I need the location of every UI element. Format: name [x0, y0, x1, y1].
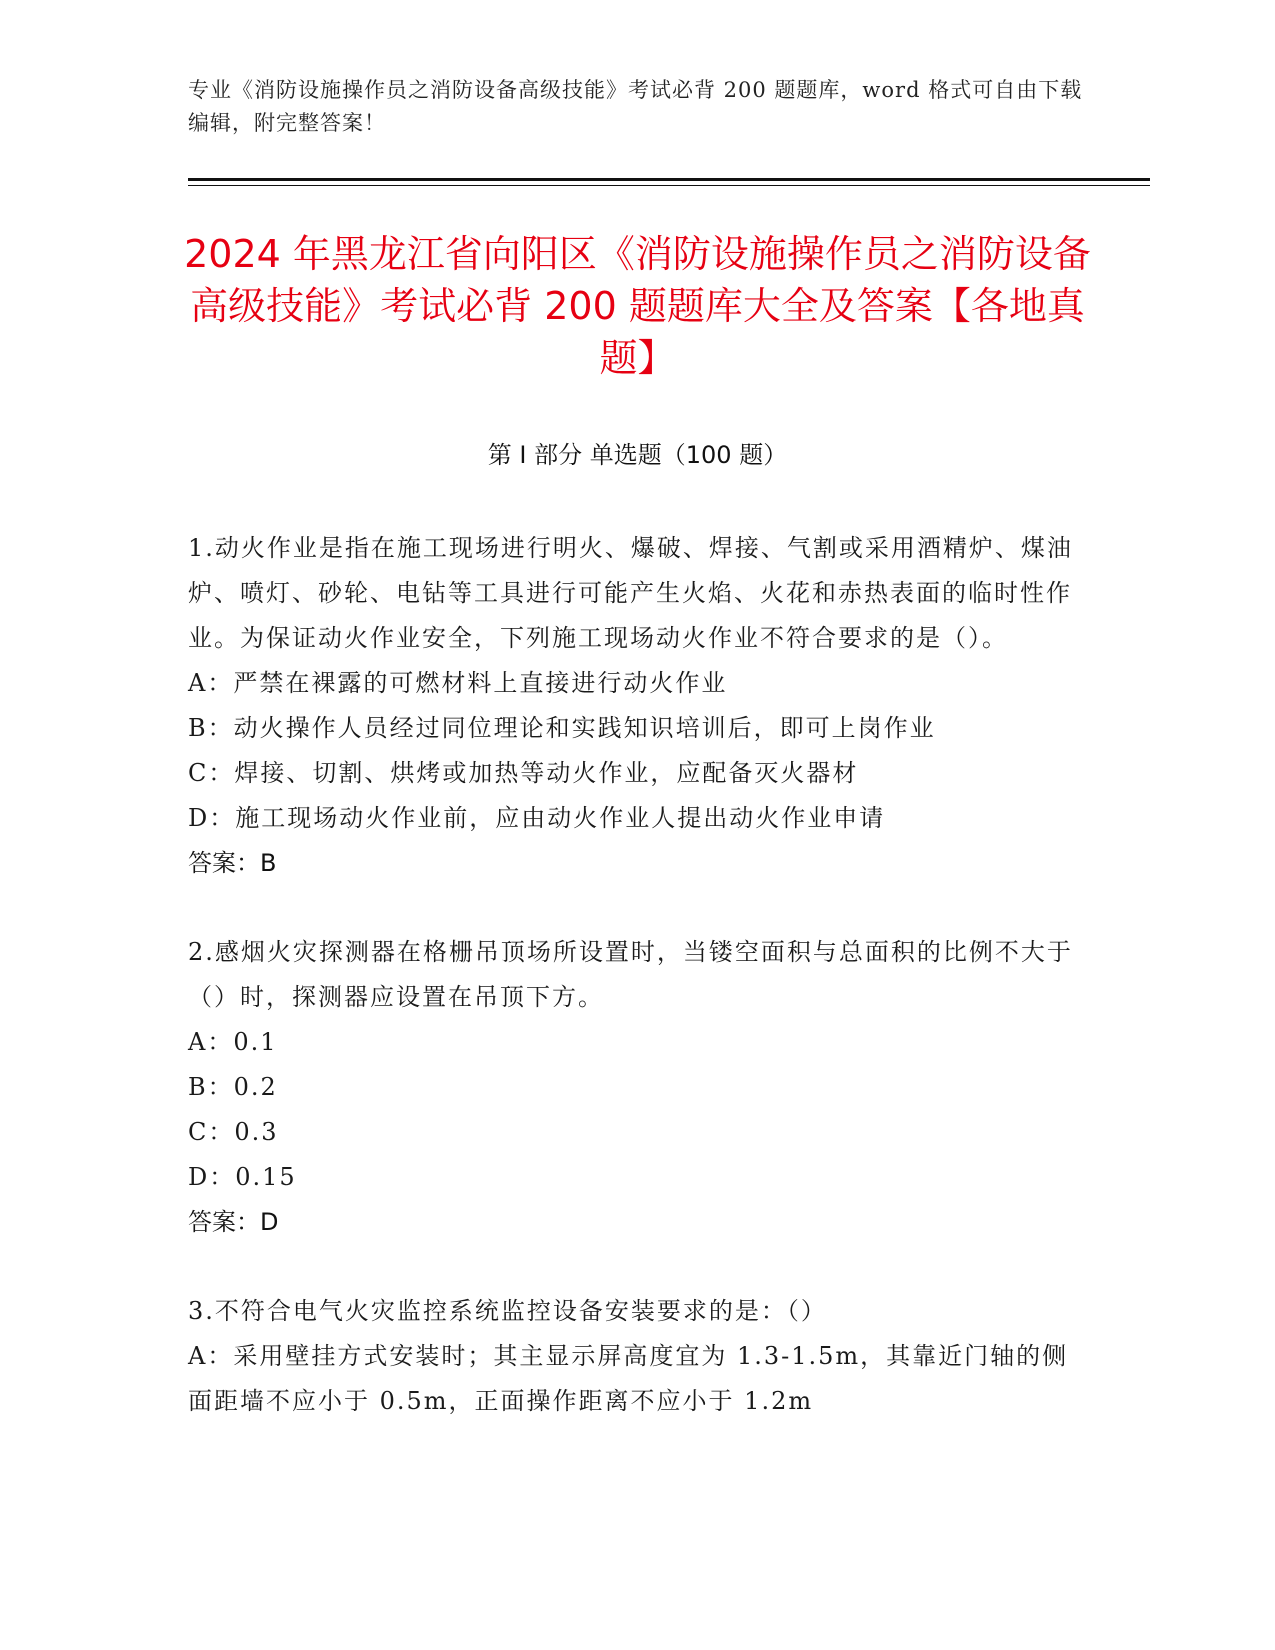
header-rule-thin: [188, 185, 1150, 186]
header-rule-thick: [188, 178, 1150, 181]
question-answer: 答案：B: [188, 849, 277, 877]
section-title: 第 I 部分 单选题（100 题）: [487, 441, 788, 469]
question-stem: 3.不符合电气火灾监控系统监控设备安装要求的是：（）: [188, 1297, 827, 1325]
question-option: B：动火操作人员经过同位理论和实践知识培训后，即可上岗作业: [188, 714, 936, 742]
question-option: D：施工现场动火作业前，应由动火作业人提出动火作业申请: [188, 804, 886, 832]
question-option: B：0.2: [188, 1073, 278, 1101]
question-option: A：采用壁挂方式安装时；其主显示屏高度宜为 1.3-1.5m，其靠近门轴的侧面距墙不应小于 0.5m，正面操作距离不应小于 1.2m: [188, 1342, 1069, 1415]
question-option: D：0.15: [188, 1163, 297, 1191]
question-item: [188, 930, 1088, 1245]
question-option: C：0.3: [188, 1118, 279, 1146]
header-note: 专业《消防设施操作员之消防设备高级技能》考试必背 200 题题库，word 格式可自由下载编辑，附完整答案！: [188, 78, 1083, 135]
question-answer: 答案：D: [188, 1208, 279, 1236]
question-stem: 1.动火作业是指在施工现场进行明火、爆破、焊接、气割或采用酒精炉、煤油炉、喷灯、砂轮、电钻等工具进行可能产生火焰、火花和赤热表面的临时性作业。为保证动火作业安全，下列施工现场动火作业不符合要求的是（）。: [188, 534, 1073, 652]
question-option: C：焊接、切割、烘烤或加热等动火作业，应配备灭火器材: [188, 759, 859, 787]
question-item: [188, 1289, 1088, 1424]
question-item: [188, 526, 1088, 886]
document-title: 2024 年黑龙江省向阳区《消防设施操作员之消防设备高级技能》考试必背 200 题题库大全及答案【各地真题】: [184, 232, 1091, 380]
question-option: A：严禁在裸露的可燃材料上直接进行动火作业: [188, 669, 728, 697]
question-stem: 2.感烟火灾探测器在格栅吊顶场所设置时，当镂空面积与总面积的比例不大于（）时，探测器应设置在吊顶下方。: [188, 938, 1073, 1011]
question-option: A：0.1: [188, 1028, 278, 1056]
question-list: [188, 526, 1088, 1468]
